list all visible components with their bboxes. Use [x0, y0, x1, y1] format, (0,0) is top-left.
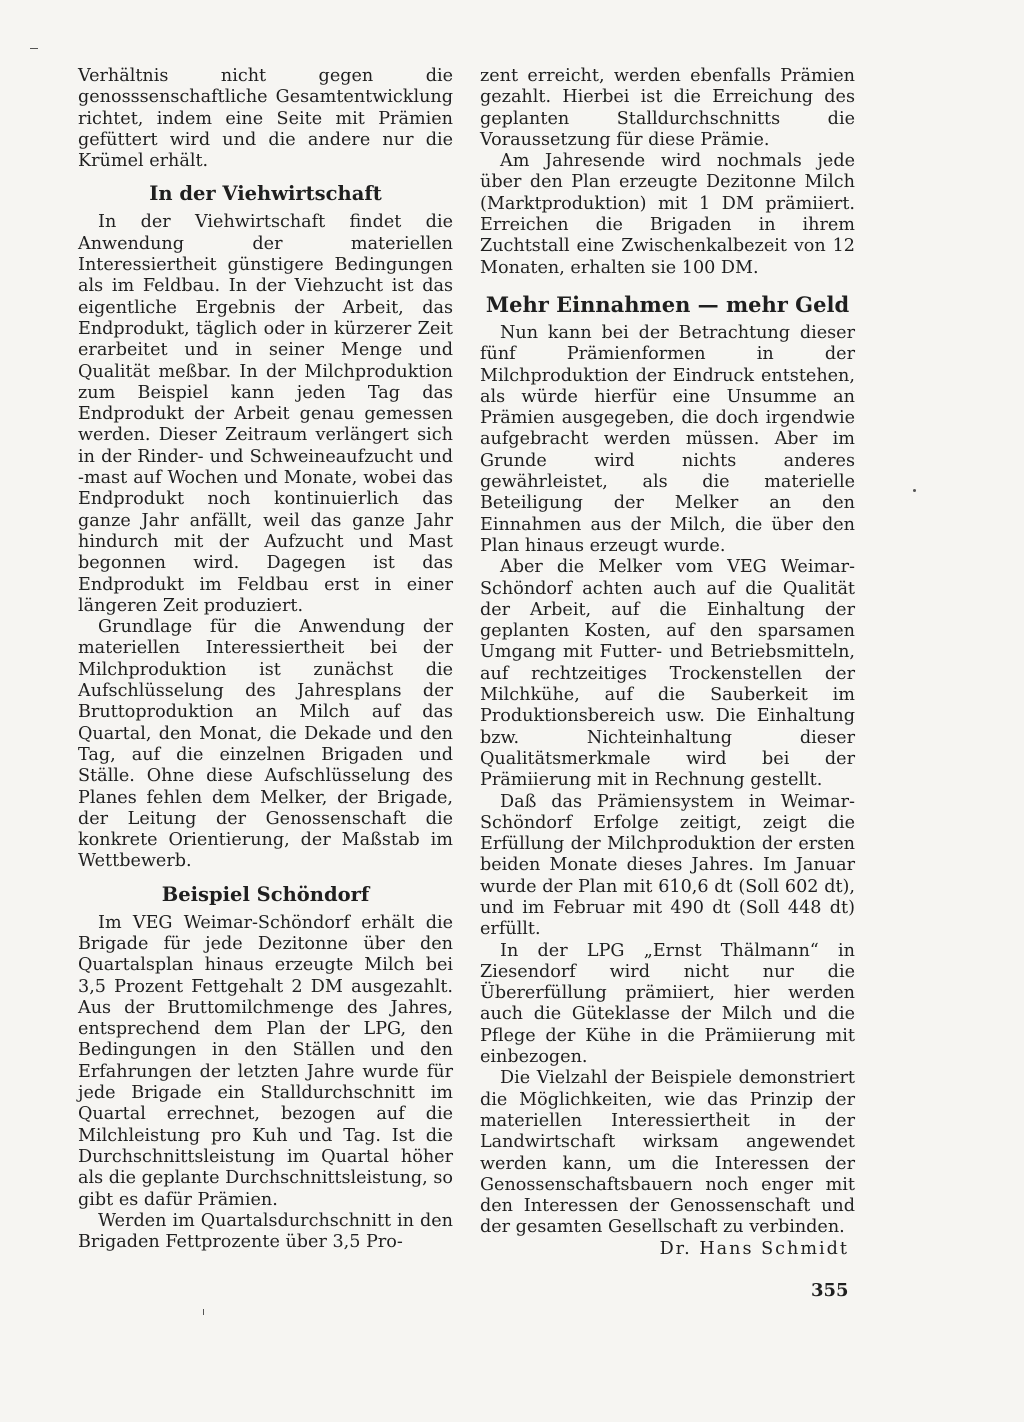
- paragraph-continuation: zent erreicht, werden ebenfalls Prämien gezahlt. Hierbei ist die Erreichung des geplanten Stalldurchschnitts die Voraussetzung für diese Prämie.: [480, 66, 855, 150]
- paragraph-viehwirtschaft-1: In der Viehwirtschaft findet die Anwendung der materiellen Interessiertheit günstigere Bedingungen als im Feldbau. In der Viehzucht ist das eigentliche Ergebnis der Arbeit, das Endprodukt, täglich oder in kürzerer Zeit erarbeitet und in seiner Menge und Qualität meßbar. In der Milchproduktion zum Beispiel kann jeden Tag das Endprodukt der Arbeit genau gemessen werden. Dieser Zeitraum verlängert sich in der Rinder- und Schweineaufzucht und -mast auf Wochen und Monate, wobei das Endprodukt noch kontinuierlich das ganze Jahr anfällt, weil das ganze Jahr hindurch mit der Aufzucht und Mast begonnen wird. Dagegen ist das Endprodukt im Feldbau erst in einer längeren Zeit produziert.: [78, 212, 453, 616]
- paragraph-einnahmen-4: In der LPG „Ernst Thälmann“ in Ziesendorf wird nicht nur die Übererfüllung prämiiert, hier werden auch die Güteklasse der Milch und die Pflege der Kühe in die Prämiierung mit einbezogen.: [480, 940, 855, 1068]
- paragraph-einnahmen-5: Die Vielzahl der Beispiele demonstriert die Möglichkeiten, wie das Prinzip der materiellen Interessiertheit in der Landwirtschaft wirksam angewendet werden kann, um die Interessen der Genossenschaftsbauern noch enger mit den Interessen der Genossenschaft und der gesamten Gesellschaft zu verbinden.: [480, 1068, 855, 1238]
- heading-viehwirtschaft: In der Viehwirtschaft: [149, 182, 382, 206]
- author-signature: Dr. Hans Schmidt: [659, 1238, 849, 1259]
- scan-speck: [203, 1309, 204, 1315]
- right-column: [480, 66, 855, 1260]
- heading-beispiel-schoendorf: Beispiel Schöndorf: [161, 882, 370, 906]
- paragraph-intro: Verhältnis nicht gegen die genosssenschaftliche Gesamtentwicklung richtet, indem eine Seite mit Prämien gefüttert wird und die andere nur die Krümel erhält.: [78, 66, 453, 172]
- page-number: 355: [811, 1280, 849, 1301]
- paragraph-einnahmen-3: Daß das Prämiensystem in Weimar-Schöndorf Erfolge zeitigt, zeigt die Erfüllung der Milchproduktion der ersten beiden Monate dieses Jahres. Im Januar wurde der Plan mit 610,6 dt (Soll 602 dt), und im Februar mit 490 dt (Soll 448 dt) erfüllt.: [480, 791, 855, 940]
- scan-speck: [913, 489, 916, 492]
- paragraph-schoendorf-2: Werden im Quartalsdurchschnitt in den Brigaden Fettprozente über 3,5 Pro-: [78, 1210, 453, 1253]
- heading-mehr-einnahmen: Mehr Einnahmen — mehr Geld: [485, 291, 850, 317]
- paragraph-einnahmen-2: Aber die Melker vom VEG Weimar-Schöndorf achten auch auf die Qualität der Arbeit, auf die Einhaltung der geplanten Kosten, auf den sparsamen Umgang mit Futter- und Betriebsmitteln, auf rechtzeitiges Trockenstellen der Milchkühe, auf die Sauberkeit im Produktionsbereich usw. Die Einhaltung bzw. Nichteinhaltung dieser Qualitätsmerkmale wird bei der Prämiierung mit in Rechnung gestellt.: [480, 557, 855, 791]
- paragraph-einnahmen-1: Nun kann bei der Betrachtung dieser fünf Prämienformen in der Milchproduktion der Eindruck entstehen, als würde hierfür eine Unsumme an Prämien ausgegeben, die doch irgendwie aufgebracht werden müssen. Aber im Grunde wird nichts anderes gewährleistet, als die materielle Beteiligung der Melker an den Einnahmen aus der Milch, die über den Plan hinaus erzeugt wurde.: [480, 322, 855, 556]
- paragraph-viehwirtschaft-2: Grundlage für die Anwendung der materiellen Interessiertheit bei der Milchproduktion ist zunächst die Aufschlüsselung des Jahresplans der Bruttoproduktion an Milch auf das Quartal, den Monat, die Dekade und den Tag, auf die einzelnen Brigaden und Ställe. Ohne diese Aufschlüsselung des Planes fehlen dem Melker, der Brigade, der Leitung der Genossenschaft die konkrete Orientierung, der Maßstab im Wettbewerb.: [78, 617, 453, 872]
- left-column: [78, 66, 453, 1253]
- scan-speck: [30, 48, 38, 49]
- paragraph-schoendorf-1: Im VEG Weimar-Schöndorf erhält die Brigade für jede Dezitonne über den Quartalsplan hinaus erzeugte Milch bei 3,5 Prozent Fettgehalt 2 DM ausgezahlt. Aus der Bruttomilchmenge des Jahres, entsprechend dem Plan der LPG, den Bedingungen in den Ställen und den Erfahrungen der letzten Jahre wurde für jede Brigade ein Stalldurchschnitt im Quartal errechnet, bezogen auf die Milchleistung pro Kuh und Tag. Ist die Durchschnittsleistung im Quartal höher als die geplante Durchschnittsleistung, so gibt es dafür Prämien.: [78, 912, 453, 1210]
- paragraph-jahresende: Am Jahresende wird nochmals jede über den Plan erzeugte Dezitonne Milch (Marktproduktion) mit 1 DM prämiiert. Erreichen die Brigaden in ihrem Zuchtstall eine Zwischenkalbezeit von 12 Monaten, erhalten sie 100 DM.: [480, 151, 855, 278]
